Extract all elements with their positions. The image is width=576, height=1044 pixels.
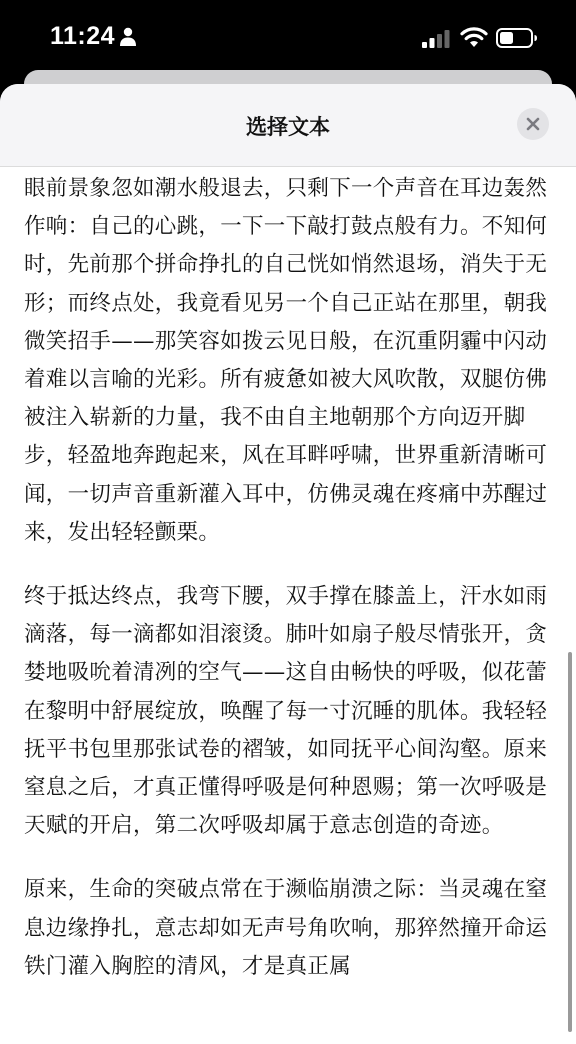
text-paragraph[interactable]: 原来，生命的突破点常在于濒临崩溃之际：当灵魂在窒息边缘挣扎，意志却如无声号角吹响，那猝然撞开命运铁门灌入胸腔的清风，才是真正属 [24, 877, 548, 979]
sheet-title: 选择文本 [246, 115, 330, 139]
selectable-text-content[interactable] [24, 170, 552, 1012]
person-icon [119, 27, 137, 47]
wifi-icon [460, 26, 488, 48]
text-paragraph[interactable]: 眼前景象忽如潮水般退去，只剩下一个声音在耳边轰然作响：自己的心跳，一下一下敲打鼓点般有力。不知何时，先前那个拼命挣扎的自己恍如悄然退场，消失于无形；而终点处，我竟看见另一个自己正站在那里，朝我微笑招手——那笑容如拨云见日般，在沉重阴霾中闪动着难以言喻的光彩。所有疲惫如被大风吹散，双腿仿佛被注入崭新的力量，我不由自主地朝那个方向迈开脚步，轻盈地奔跑起来，风在耳畔呼啸，世界重新清晰可闻，一切声音重新灌入耳中，仿佛灵魂在疼痛中苏醒过来，发出轻轻颤栗。 [24, 176, 548, 545]
battery-icon [496, 28, 538, 48]
status-bar [0, 0, 576, 70]
close-x-icon [526, 117, 540, 131]
select-text-sheet [0, 84, 576, 1044]
close-button[interactable] [517, 108, 549, 140]
sheet-header [0, 84, 576, 167]
scroll-indicator[interactable] [568, 652, 572, 1032]
status-time: 11:24 [50, 22, 116, 50]
cellular-signal-icon [422, 30, 450, 48]
text-paragraph[interactable]: 终于抵达终点，我弯下腰，双手撑在膝盖上，汗水如雨滴落，每一滴都如泪滚烫。肺叶如扇子般尽情张开，贪婪地吸吮着清冽的空气——这自由畅快的呼吸，似花蕾在黎明中舒展绽放，唤醒了每一寸沉睡的肌体。我轻轻抚平书包里那张试卷的褶皱，如同抚平心间沟壑。原来窒息之后，才真正懂得呼吸是何种恩赐；第一次呼吸是天赋的开启，第二次呼吸却属于意志创造的奇迹。 [24, 584, 548, 839]
